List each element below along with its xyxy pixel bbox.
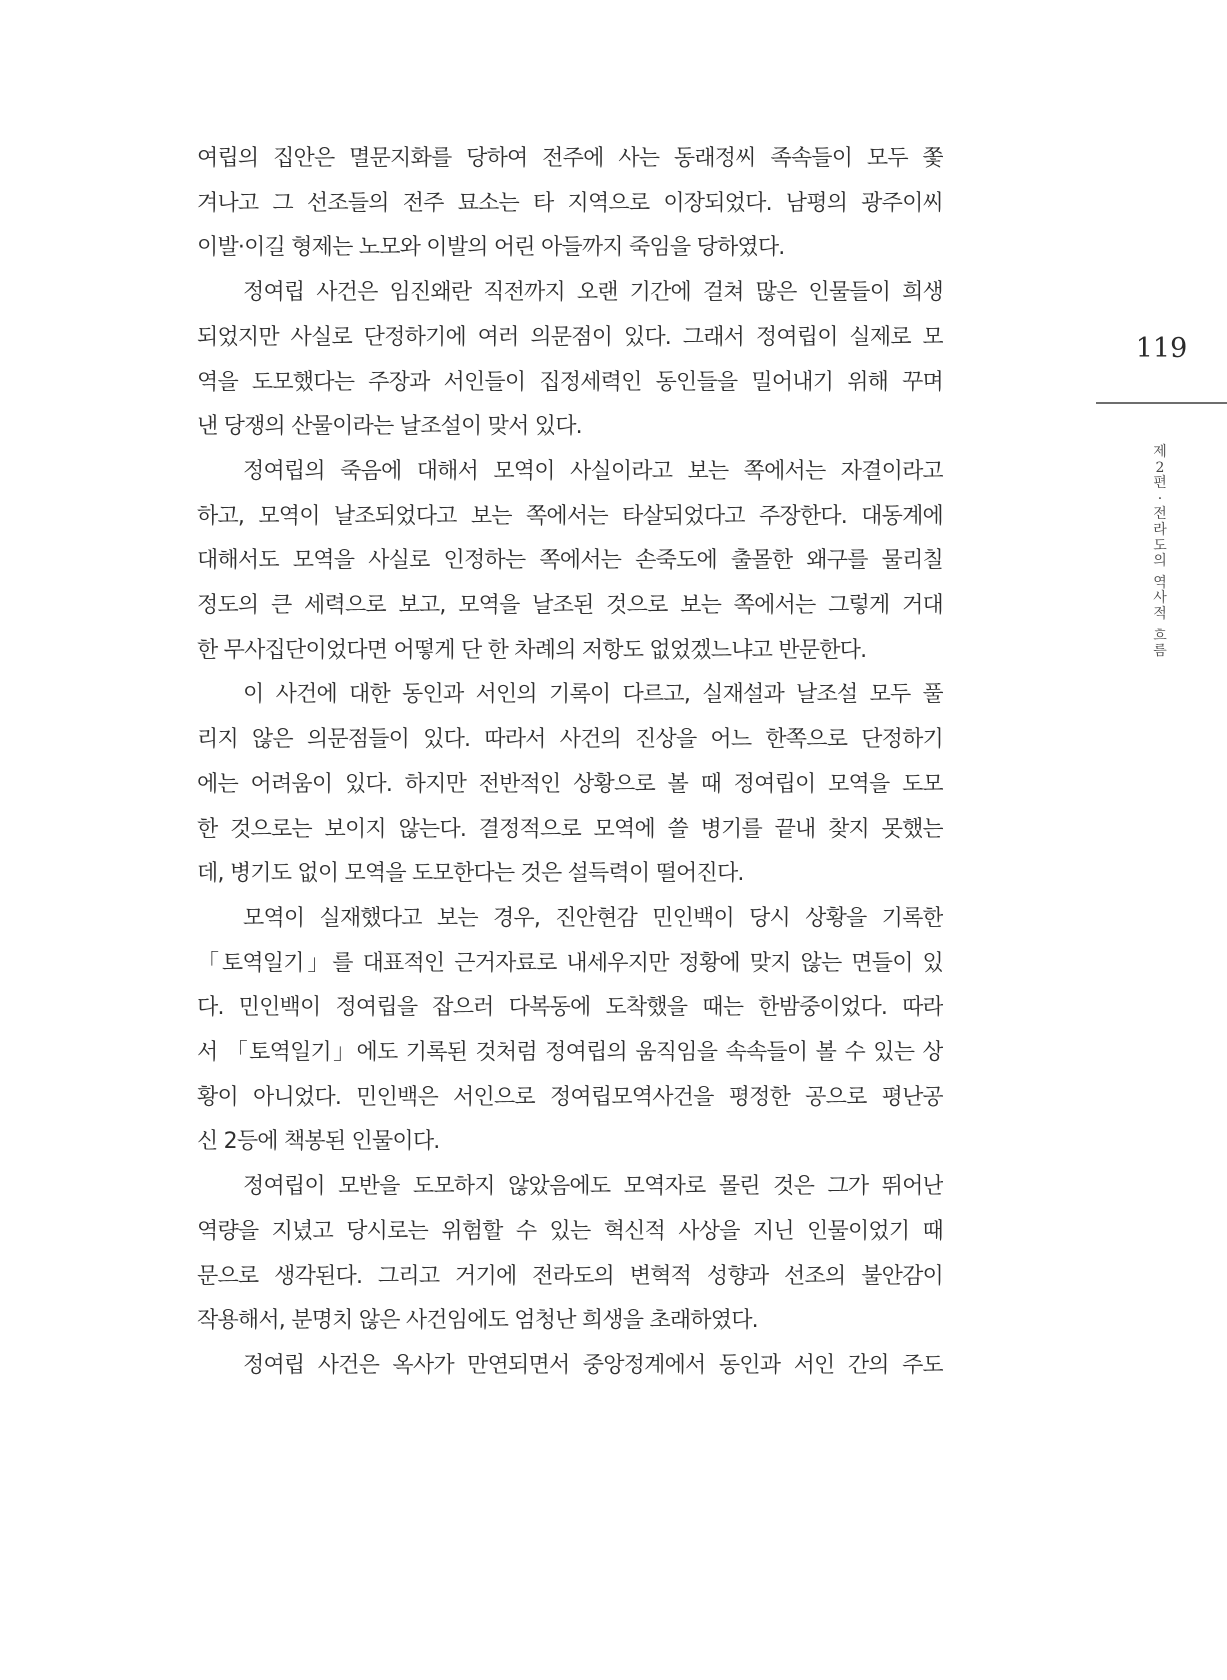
text-line: 황이 아니었다. 민인백은 서인으로 정여립모역사건을 평정한 공으로 평난공	[197, 1084, 943, 1110]
text-line: 겨나고 그 선조들의 전주 묘소는 타 지역으로 이장되었다. 남평의 광주이씨	[197, 190, 943, 216]
text-line: 서 「토역일기」에도 기록된 것처럼 정여립의 움직임을 속속들이 볼 수 있는 상	[197, 1040, 943, 1066]
text-line: 한 것으로는 보이지 않는다. 결정적으로 모역에 쓸 병기를 끝내 찾지 못했는	[197, 816, 943, 842]
text-line: 한 무사집단이었다면 어떻게 단 한 차례의 저항도 없었겠느냐고 반문한다.	[197, 637, 867, 663]
paragraph-7	[197, 1344, 943, 1389]
paragraph-2	[197, 271, 943, 450]
page-number: 119	[1135, 333, 1188, 364]
text-line: 여립의 집안은 멸문지화를 당하여 전주에 사는 동래정씨 족속들이 모두 쫓	[197, 146, 943, 171]
text-line: 데, 병기도 없이 모역을 도모한다는 것은 설득력이 떨어진다.	[197, 861, 744, 887]
running-section-title	[1148, 445, 1172, 660]
text-line: 다. 민인백이 정여립을 잡으러 다복동에 도착했을 때는 한밤중이었다. 따라	[197, 995, 943, 1021]
text-line: 리지 않은 의문점들이 있다. 따라서 사건의 진상을 어느 한쪽으로 단정하기	[197, 727, 943, 753]
section-title-char: 라	[1153, 521, 1167, 538]
text-line: 낸 당쟁의 산물이라는 날조설이 맞서 있다.	[197, 414, 582, 440]
section-title-char: 흐	[1153, 627, 1167, 644]
text-line: 문으로 생각된다. 그리고 거기에 전라도의 변혁적 성향과 선조의 불안감이	[197, 1263, 943, 1289]
text-line: 「토역일기」를 대표적인 근거자료로 내세우지만 정황에 맞지 않는 면들이 있	[197, 950, 943, 976]
paragraph-6	[197, 1165, 943, 1344]
page-body-text	[197, 137, 943, 1389]
text-line: 정여립 사건은 옥사가 만연되면서 중앙정계에서 동인과 서인 간의 주도	[243, 1352, 943, 1378]
paragraph-5	[197, 897, 943, 1165]
text-line: 에는 어려움이 있다. 하지만 전반적인 상황으로 볼 때 정여립이 모역을 도모	[197, 771, 943, 797]
paragraph-4	[197, 673, 943, 897]
text-line: 정여립의 죽음에 대해서 모역이 사실이라고 보는 쪽에서는 자결이라고	[243, 458, 943, 484]
text-line: 정여립이 모반을 도모하지 않았음에도 모역자로 몰린 것은 그가 뛰어난	[243, 1174, 943, 1200]
text-line: 역량을 지녔고 당시로는 위험할 수 있는 혁신적 사상을 지닌 인물이었기 때	[197, 1218, 943, 1244]
section-title-char: ·	[1157, 490, 1163, 507]
section-title-char: 역	[1153, 574, 1167, 591]
section-title-char: 적	[1153, 605, 1167, 622]
text-line: 대해서도 모역을 사실로 인정하는 쪽에서는 손죽도에 출몰한 왜구를 물리칠	[197, 548, 943, 574]
text-line: 역을 도모했다는 주장과 서인들이 집정세력인 동인들을 밀어내기 위해 꾸며	[197, 369, 943, 395]
section-title-char: 전	[1153, 506, 1167, 523]
text-line: 이 사건에 대한 동인과 서인의 기록이 다르고, 실재설과 날조설 모두 풀	[243, 682, 943, 708]
paragraph-1	[197, 137, 943, 271]
section-title-char: 사	[1153, 590, 1167, 607]
text-line: 하고, 모역이 날조되었다고 보는 쪽에서는 타살되었다고 주장한다. 대동계에	[197, 503, 943, 529]
text-line: 정여립 사건은 임진왜란 직전까지 오랜 기간에 걸쳐 많은 인물들이 희생	[243, 280, 943, 306]
section-title-char: 2	[1155, 459, 1165, 476]
text-line: 되었지만 사실로 단정하기에 여러 의문점이 있다. 그래서 정여립이 실제로 모	[197, 324, 943, 350]
text-line: 정도의 큰 세력으로 보고, 모역을 날조된 것으로 보는 쪽에서는 그렇게 거대	[197, 593, 943, 619]
section-title-char: 제	[1153, 444, 1167, 460]
text-line: 모역이 실재했다고 보는 경우, 진안현감 민인백이 당시 상황을 기록한	[243, 905, 943, 931]
section-title-char: 의	[1153, 553, 1167, 570]
text-line: 신 2등에 책봉된 인물이다.	[197, 1129, 440, 1155]
paragraph-3	[197, 450, 943, 674]
section-title-char: 도	[1153, 537, 1167, 554]
text-line: 이발·이길 형제는 노모와 이발의 어린 아들까지 죽임을 당하였다.	[197, 235, 785, 261]
text-line: 작용해서, 분명치 않은 사건임에도 엄청난 희생을 초래하였다.	[197, 1308, 758, 1334]
section-title-char: 편	[1153, 475, 1167, 492]
section-title-char: 름	[1153, 643, 1167, 660]
margin-divider-rule	[1096, 402, 1227, 404]
